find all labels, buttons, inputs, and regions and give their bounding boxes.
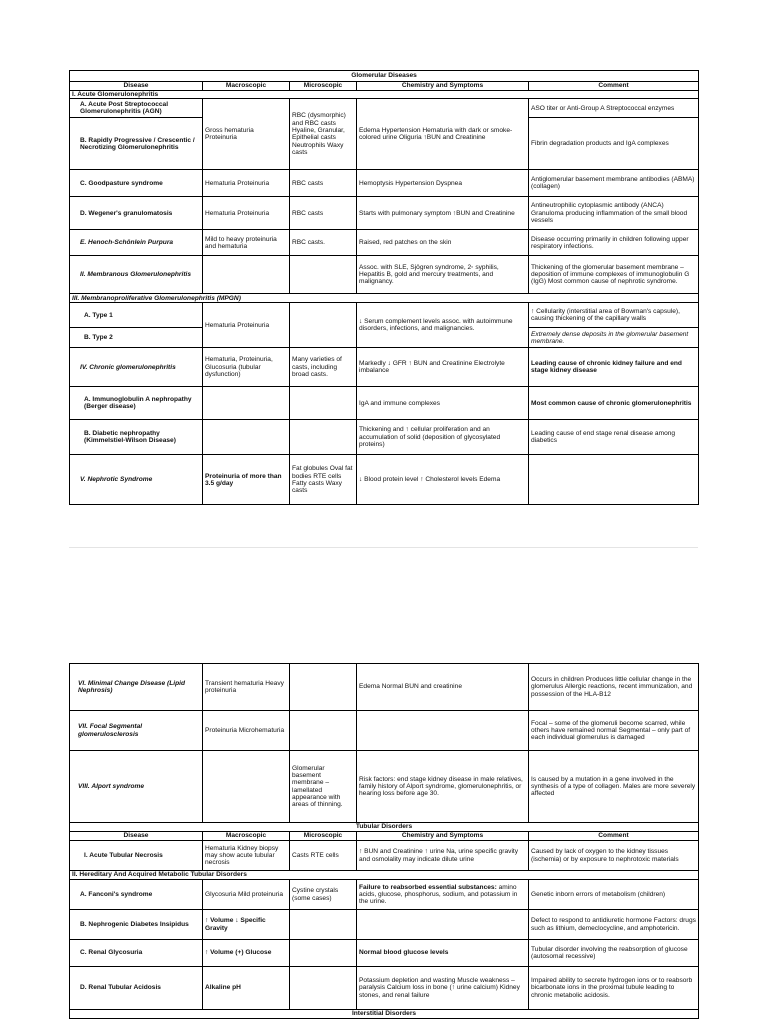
comment-wegener: Antineutrophilic cytoplasmic antibody (ANCA) Granuloma producing inflammation of the small blood vessels bbox=[529, 197, 699, 230]
table-row bbox=[70, 751, 699, 823]
macro-fsgs: Proteinuria Microhematuria bbox=[203, 711, 290, 751]
table-row bbox=[70, 348, 699, 387]
comment-nephrotic bbox=[529, 455, 699, 505]
macro-minimal: Transient hematuria Heavy proteinuria bbox=[203, 664, 290, 711]
chem-mpgn: ↓ Serum complement levels assoc. with autoimmune disorders, infections, and malignancies. bbox=[357, 303, 529, 348]
comment-fanconi: Genetic inborn errors of metabolism (children) bbox=[529, 880, 699, 910]
chem-goodpasture: Hemoptysis Hypertension Dyspnea bbox=[357, 170, 529, 197]
macro-goodpasture: Hematuria Proteinuria bbox=[203, 170, 290, 197]
comment-agn: ASO titer or Anti-Group A Streptococcal enzymes bbox=[529, 99, 699, 118]
chem-rta: Potassium depletion and wasting Muscle weakness – paralysis Calcium loss in bone (↑ urine calcium) Kidney stones, and renal failure bbox=[357, 967, 529, 1010]
comment-diabetic: Leading cause of end stage renal disease among diabetics bbox=[529, 420, 699, 455]
table-row bbox=[70, 455, 699, 505]
chem-membranous: Assoc. with SLE, Sjögren syndrome, 2◦ syphilis, Hepatitis B, gold and mercury treatments, and malignancy. bbox=[357, 256, 529, 294]
micro-agn-rpgn: RBC (dysmorphic) and RBC casts Hyaline, Granular, Epithelial casts Neutrophils Waxy casts bbox=[290, 99, 357, 170]
comment-membranous: Thickening of the glomerular basement membrane – deposition of immune complexes of immunoglobulin G (IgG) Most common cause of nephrotic syndrome. bbox=[529, 256, 699, 294]
chem-fsgs bbox=[357, 711, 529, 751]
micro-fsgs bbox=[290, 711, 357, 751]
table-row bbox=[70, 420, 699, 455]
disease-agn: A. Acute Post Streptococcal Glomerulonephritis (AGN) bbox=[70, 99, 203, 118]
macro-ndi: ↑ Volume ↓ Specific Gravity bbox=[203, 910, 290, 940]
micro-fanconi: Cystine crystals (some cases) bbox=[290, 880, 357, 910]
comment-goodpasture: Antiglomerular basement membrane antibodies (ABMA) (collagen) bbox=[529, 170, 699, 197]
macro-glycosuria: ↑ Volume (+) Glucose bbox=[203, 940, 290, 967]
header-comment: Comment bbox=[529, 832, 699, 841]
header-row bbox=[70, 832, 699, 841]
chem-hsp: Raised, red patches on the skin bbox=[357, 230, 529, 256]
chem-glycosuria: Normal blood glucose levels bbox=[357, 940, 529, 967]
comment-hsp: Disease occurring primarily in children following upper respiratory infections. bbox=[529, 230, 699, 256]
macro-wegener: Hematuria Proteinuria bbox=[203, 197, 290, 230]
chem-alport: Risk factors: end stage kidney disease in male relatives, family history of Alport syndrome, glomerulonephritis, or hearing loss before age 30. bbox=[357, 751, 529, 823]
table-row bbox=[70, 387, 699, 420]
header-microscopic: Microscopic bbox=[290, 832, 357, 841]
table-row bbox=[70, 664, 699, 711]
macro-rta: Alkaline pH bbox=[203, 967, 290, 1010]
disease-diabetic: B. Diabetic nephropathy (Kimmelstiel-Wilson Disease) bbox=[70, 420, 203, 455]
macro-membranous bbox=[203, 256, 290, 294]
header-macroscopic: Macroscopic bbox=[203, 832, 290, 841]
disease-hsp: E. Henoch-Schönlein Purpura bbox=[70, 230, 203, 256]
macro-agn-rpgn: Gross hematuria Proteinuria bbox=[203, 99, 290, 170]
disease-atn: I. Acute Tubular Necrosis bbox=[70, 841, 203, 871]
table-row bbox=[70, 967, 699, 1010]
comment-type2: Extremely dense deposits in the glomerular basement membrane. bbox=[529, 328, 699, 348]
disease-membranous: II. Membranous Glomerulonephritis bbox=[70, 256, 203, 294]
disease-ndi: B. Nephrogenic Diabetes Insipidus bbox=[70, 910, 203, 940]
header-comment: Comment bbox=[529, 82, 699, 91]
header-macroscopic: Macroscopic bbox=[203, 82, 290, 91]
table-row bbox=[70, 230, 699, 256]
comment-ndi: Defect to respond to antidiuretic hormone Factors: drugs such as lithium, demeclocycline, and amphotericin. bbox=[529, 910, 699, 940]
disease-chronic: IV. Chronic glomerulonephritis bbox=[70, 348, 203, 387]
header-row bbox=[70, 82, 699, 91]
disease-rpgn: B. Rapidly Progressive / Crescentic / Necrotizing Glomerulonephritis bbox=[70, 118, 203, 170]
table-row bbox=[70, 940, 699, 967]
macro-mpgn: Hematuria Proteinuria bbox=[203, 303, 290, 348]
interstitial-title: Interstitial Disorders bbox=[70, 1010, 699, 1019]
disease-fsgs: VII. Focal Segmental glomerulosclerosis bbox=[70, 711, 203, 751]
comment-fsgs: Focal – some of the glomeruli become scarred, while others have remained normal Segmental – only part of each individual glomerulus is damaged bbox=[529, 711, 699, 751]
micro-goodpasture: RBC casts bbox=[290, 170, 357, 197]
micro-atn: Casts RTE cells bbox=[290, 841, 357, 871]
chem-nephrotic: ↓ Blood protein level ↑ Cholesterol levels Edema bbox=[357, 455, 529, 505]
chem-chronic: Markedly ↓ GFR ↑ BUN and Creatinine Electrolyte imbalance bbox=[357, 348, 529, 387]
comment-iga: Most common cause of chronic glomerulonephritis bbox=[529, 387, 699, 420]
comment-rpgn: Fibrin degradation products and IgA complexes bbox=[529, 118, 699, 170]
disease-goodpasture: C. Goodpasture syndrome bbox=[70, 170, 203, 197]
header-chemistry: Chemistry and Symptoms bbox=[357, 832, 529, 841]
micro-chronic: Many varieties of casts, including broad casts. bbox=[290, 348, 357, 387]
micro-diabetic bbox=[290, 420, 357, 455]
page-1 bbox=[69, 70, 698, 505]
micro-minimal bbox=[290, 664, 357, 711]
disease-iga: A. Immunoglobulin A nephropathy (Berger disease) bbox=[70, 387, 203, 420]
section-mpgn: III. Membranoproliferative Glomerulonephritis (MPGN) bbox=[70, 294, 699, 303]
chem-atn: ↑ BUN and Creatinine ↑ urine Na, urine specific gravity and osmolality may indicate dilute urine bbox=[357, 841, 529, 871]
macro-diabetic bbox=[203, 420, 290, 455]
chem-fanconi bbox=[357, 880, 529, 910]
header-disease: Disease bbox=[70, 832, 203, 841]
micro-mpgn bbox=[290, 303, 357, 348]
chem-minimal: Edema Normal BUN and creatinine bbox=[357, 664, 529, 711]
table-row bbox=[70, 880, 699, 910]
chem-iga: IgA and immune complexes bbox=[357, 387, 529, 420]
section-acute: I. Acute Glomerulonephritis bbox=[70, 91, 699, 99]
macro-hsp: Mild to heavy proteinuria and hematuria bbox=[203, 230, 290, 256]
micro-membranous bbox=[290, 256, 357, 294]
page-2 bbox=[69, 663, 698, 1019]
comment-atn: Caused by lack of oxygen to the kidney tissues (ischemia) or by exposure to nephrotoxic materials bbox=[529, 841, 699, 871]
comment-chronic: Leading cause of chronic kidney failure and end stage kidney disease bbox=[529, 348, 699, 387]
chem-agn-rpgn: Edema Hypertension Hematuria with dark or smoke-colored urine Oliguria ↑BUN and Creatinine bbox=[357, 99, 529, 170]
micro-wegener: RBC casts bbox=[290, 197, 357, 230]
table-row bbox=[70, 711, 699, 751]
disease-alport: VIII. Alport syndrome bbox=[70, 751, 203, 823]
glomerular-continued-table bbox=[69, 663, 699, 1019]
page-divider bbox=[69, 547, 698, 548]
table-row bbox=[70, 197, 699, 230]
comment-glycosuria: Tubular disorder involving the reabsorption of glucose (autosomal recessive) bbox=[529, 940, 699, 967]
disease-wegener: D. Wegener's granulomatosis bbox=[70, 197, 203, 230]
disease-fanconi: A. Fanconi's syndrome bbox=[70, 880, 203, 910]
disease-rta: D. Renal Tubular Acidosis bbox=[70, 967, 203, 1010]
micro-nephrotic: Fat globules Oval fat bodies RTE cells Fatty casts Waxy casts bbox=[290, 455, 357, 505]
disease-type2: B. Type 2 bbox=[70, 328, 203, 348]
macro-alport bbox=[203, 751, 290, 823]
micro-iga bbox=[290, 387, 357, 420]
section-hereditary: II. Hereditary And Acquired Metabolic Tubular Disorders bbox=[70, 871, 699, 880]
chem-fanconi-text: amino acids, glucose, phosphorus, sodium, and potassium in the urine. bbox=[359, 883, 518, 906]
tubular-title: Tubular Disorders bbox=[70, 823, 699, 832]
glomerular-diseases-table bbox=[69, 70, 699, 505]
header-chemistry: Chemistry and Symptoms bbox=[357, 82, 529, 91]
table-row bbox=[70, 841, 699, 871]
disease-minimal: VI. Minimal Change Disease (Lipid Nephrosis) bbox=[70, 664, 203, 711]
macro-atn: Hematuria Kidney biopsy may show acute tubular necrosis bbox=[203, 841, 290, 871]
table-row bbox=[70, 303, 699, 328]
header-microscopic: Microscopic bbox=[290, 82, 357, 91]
macro-chronic: Hematuria, Proteinuria, Glucosuria (tubular dysfunction) bbox=[203, 348, 290, 387]
chem-fanconi-bold: Failure to reabsorbed essential substances: bbox=[359, 883, 497, 891]
disease-nephrotic: V. Nephrotic Syndrome bbox=[70, 455, 203, 505]
table-title: Glomerular Diseases bbox=[70, 71, 699, 82]
micro-ndi bbox=[290, 910, 357, 940]
micro-glycosuria bbox=[290, 940, 357, 967]
micro-hsp: RBC casts. bbox=[290, 230, 357, 256]
chem-wegener: Starts with pulmonary symptom ↑BUN and Creatinine bbox=[357, 197, 529, 230]
micro-rta bbox=[290, 967, 357, 1010]
micro-alport: Glomerular basement membrane – lamellated appearance with areas of thinning. bbox=[290, 751, 357, 823]
table-row bbox=[70, 256, 699, 294]
header-disease: Disease bbox=[70, 82, 203, 91]
chem-ndi bbox=[357, 910, 529, 940]
comment-alport: Is caused by a mutation in a gene involved in the synthesis of a type of collagen. Males are more severely affected bbox=[529, 751, 699, 823]
disease-glycosuria: C. Renal Glycosuria bbox=[70, 940, 203, 967]
macro-nephrotic: Proteinuria of more than 3.5 g/day bbox=[203, 455, 290, 505]
macro-iga bbox=[203, 387, 290, 420]
table-row bbox=[70, 170, 699, 197]
comment-type1: ↑ Cellularity (interstitial area of Bowman's capsule), causing thickening of the capillary walls bbox=[529, 303, 699, 328]
macro-fanconi: Glycosuria Mild proteinuria bbox=[203, 880, 290, 910]
chem-diabetic: Thickening and ↑ cellular proliferation and an accumulation of solid (deposition of glycosylated proteins) bbox=[357, 420, 529, 455]
comment-minimal: Occurs in children Produces little cellular change in the glomerulus Allergic reactions, recent immunization, and possession of the HLA-B12 bbox=[529, 664, 699, 711]
table-row bbox=[70, 99, 699, 118]
disease-type1: A. Type 1 bbox=[70, 303, 203, 328]
table-row bbox=[70, 910, 699, 940]
comment-rta: Impaired ability to secrete hydrogen ions or to reabsorb bicarbonate ions in the proximal tubule leading to chronic metabolic acidosis. bbox=[529, 967, 699, 1010]
